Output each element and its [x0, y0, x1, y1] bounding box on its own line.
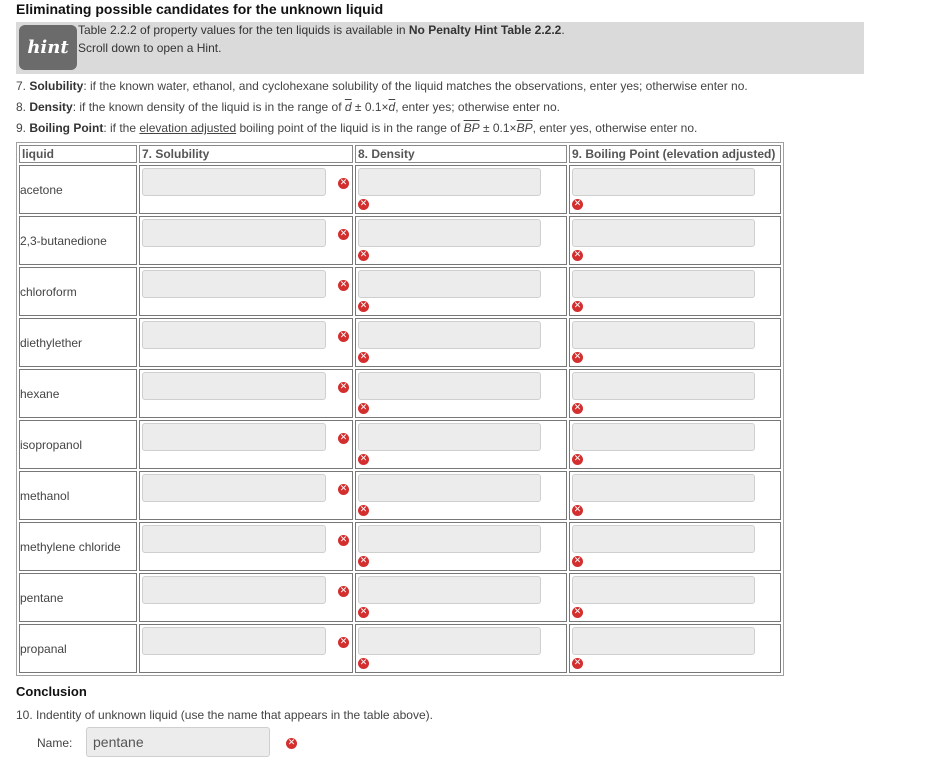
q7-text: : if the known water, ethanol, and cyclohexane solubility of the liquid matches the observations, enter yes; otherwise enter no. — [83, 79, 748, 93]
table-row — [19, 573, 781, 622]
x-circle-icon: ✕ — [573, 403, 582, 413]
hint-text: Table 2.2.2 of property values for the ten liquids is available in — [78, 23, 409, 37]
q8-keyword: Density — [29, 100, 73, 114]
density-input[interactable] — [358, 321, 541, 349]
header-liquid: liquid — [19, 145, 137, 163]
solubility-input[interactable] — [142, 219, 326, 247]
solubility-input[interactable] — [142, 372, 326, 400]
solubility-cell — [139, 471, 353, 520]
density-input[interactable] — [358, 525, 541, 553]
x-circle-icon: ✕ — [339, 586, 348, 596]
boiling-point-cell — [569, 420, 781, 469]
boiling-point-input[interactable] — [572, 372, 755, 400]
hint-text-line2: Scroll down to open a Hint. — [78, 41, 222, 55]
density-input[interactable] — [358, 168, 541, 196]
hint-button[interactable]: hint — [19, 25, 77, 70]
density-input[interactable] — [358, 423, 541, 451]
boiling-point-cell — [569, 318, 781, 367]
x-circle-icon: ✕ — [573, 199, 582, 209]
density-cell — [355, 471, 567, 520]
solubility-input[interactable] — [142, 321, 326, 349]
instruction-solubility — [16, 79, 748, 93]
table-header-row — [19, 145, 781, 163]
density-cell — [355, 420, 567, 469]
q9-keyword: Boiling Point — [29, 121, 104, 135]
x-circle-icon: ✕ — [359, 607, 368, 617]
boiling-point-input[interactable] — [572, 525, 755, 553]
hint-text-end: . — [561, 23, 565, 37]
x-circle-icon: ✕ — [339, 382, 348, 392]
table-row — [19, 267, 781, 316]
name-label: Name: — [37, 736, 73, 750]
boiling-point-input[interactable] — [572, 219, 755, 247]
x-circle-icon: ✕ — [573, 454, 582, 464]
solubility-input[interactable] — [142, 627, 326, 655]
hint-text-line1 — [78, 23, 565, 37]
mean-bp-symbol: $\overline{BP}$ — [516, 121, 533, 135]
x-circle-icon: ✕ — [573, 607, 582, 617]
density-input[interactable] — [358, 627, 541, 655]
density-input[interactable] — [358, 219, 541, 247]
x-circle-icon: ✕ — [573, 352, 582, 362]
x-circle-icon: ✕ — [339, 535, 348, 545]
density-input[interactable] — [358, 372, 541, 400]
x-circle-icon: ✕ — [359, 403, 368, 413]
liquid-name: diethylether — [19, 318, 137, 367]
x-circle-icon: ✕ — [359, 301, 368, 311]
table-row — [19, 165, 781, 214]
q8-text: , enter yes; otherwise enter no. — [395, 100, 560, 114]
table-row — [19, 216, 781, 265]
density-cell — [355, 267, 567, 316]
solubility-input[interactable] — [142, 270, 326, 298]
q9-text: boiling point of the liquid is in the range of — [236, 121, 464, 135]
x-circle-icon: ✕ — [573, 301, 582, 311]
x-circle-icon: ✕ — [573, 250, 582, 260]
boiling-point-input[interactable] — [572, 168, 755, 196]
density-cell — [355, 522, 567, 571]
solubility-cell — [139, 165, 353, 214]
solubility-cell — [139, 318, 353, 367]
boiling-point-input[interactable] — [572, 321, 755, 349]
page-title: Eliminating possible candidates for the unknown liquid — [16, 1, 384, 17]
boiling-point-cell — [569, 165, 781, 214]
boiling-point-input[interactable] — [572, 474, 755, 502]
solubility-input[interactable] — [142, 423, 326, 451]
x-circle-icon: ✕ — [287, 738, 296, 748]
instruction-boiling-point — [16, 121, 697, 135]
mean-bp-symbol: $\overline{BP}$ — [463, 121, 480, 135]
boiling-point-input[interactable] — [572, 270, 755, 298]
x-circle-icon: ✕ — [339, 637, 348, 647]
solubility-input[interactable] — [142, 474, 326, 502]
table-row — [19, 624, 781, 673]
x-circle-icon: ✕ — [359, 658, 368, 668]
table-row — [19, 420, 781, 469]
density-cell — [355, 165, 567, 214]
x-circle-icon: ✕ — [359, 352, 368, 362]
solubility-cell — [139, 573, 353, 622]
x-circle-icon: ✕ — [359, 454, 368, 464]
liquid-name: methanol — [19, 471, 137, 520]
solubility-cell — [139, 267, 353, 316]
boiling-point-input[interactable] — [572, 627, 755, 655]
liquid-name: methylene chloride — [19, 522, 137, 571]
q9-text: ± 0.1× — [479, 121, 517, 135]
table-row — [19, 471, 781, 520]
q8-number: 8. — [16, 100, 30, 114]
solubility-cell — [139, 420, 353, 469]
x-circle-icon: ✕ — [339, 433, 348, 443]
x-circle-icon: ✕ — [339, 331, 348, 341]
density-cell — [355, 216, 567, 265]
boiling-point-cell — [569, 522, 781, 571]
liquid-name: propanal — [19, 624, 137, 673]
solubility-cell — [139, 522, 353, 571]
boiling-point-input[interactable] — [572, 576, 755, 604]
boiling-point-input[interactable] — [572, 423, 755, 451]
liquid-name: chloroform — [19, 267, 137, 316]
x-circle-icon: ✕ — [573, 556, 582, 566]
x-circle-icon: ✕ — [573, 505, 582, 515]
x-circle-icon: ✕ — [339, 178, 348, 188]
liquid-name: acetone — [19, 165, 137, 214]
mean-density-symbol: $\overline{d}$ — [388, 100, 396, 114]
boiling-point-cell — [569, 471, 781, 520]
x-circle-icon: ✕ — [339, 484, 348, 494]
header-density: 8. Density — [355, 145, 567, 163]
boiling-point-cell — [569, 216, 781, 265]
density-input[interactable] — [358, 576, 541, 604]
q9-text: , enter yes, otherwise enter no. — [532, 121, 698, 135]
header-solubility: 7. Solubility — [139, 145, 353, 163]
mean-density-symbol: $\overline{d}$ — [344, 100, 352, 114]
conclusion-title: Conclusion — [16, 684, 87, 699]
table-row — [19, 522, 781, 571]
solubility-cell — [139, 369, 353, 418]
q8-text: : if the known density of the liquid is in the range of — [72, 100, 345, 114]
solubility-input[interactable] — [142, 168, 326, 196]
question-10: 10. Indentity of unknown liquid (use the name that appears in the table above). — [16, 708, 433, 722]
q7-number: 7. — [16, 79, 30, 93]
liquid-name: hexane — [19, 369, 137, 418]
solubility-cell — [139, 624, 353, 673]
name-input[interactable] — [86, 727, 270, 757]
density-cell — [355, 318, 567, 367]
table-row — [19, 318, 781, 367]
header-boiling-point: 9. Boiling Point (elevation adjusted) — [569, 145, 781, 163]
density-input[interactable] — [358, 474, 541, 502]
table-row — [19, 369, 781, 418]
density-input[interactable] — [358, 270, 541, 298]
instruction-density — [16, 100, 560, 114]
boiling-point-cell — [569, 267, 781, 316]
x-circle-icon: ✕ — [339, 229, 348, 239]
q9-text: : if the — [103, 121, 140, 135]
hint-panel — [16, 22, 864, 74]
density-cell — [355, 624, 567, 673]
solubility-cell — [139, 216, 353, 265]
elevation-adjusted-link[interactable]: elevation adjusted — [139, 121, 237, 135]
liquid-name: isopropanol — [19, 420, 137, 469]
q8-text: ± 0.1× — [351, 100, 389, 114]
boiling-point-cell — [569, 624, 781, 673]
x-circle-icon: ✕ — [339, 280, 348, 290]
x-circle-icon: ✕ — [359, 250, 368, 260]
x-circle-icon: ✕ — [359, 505, 368, 515]
q7-keyword: Solubility — [29, 79, 84, 93]
density-cell — [355, 573, 567, 622]
q9-number: 9. — [16, 121, 30, 135]
hint-table-link: No Penalty Hint Table 2.2.2 — [408, 23, 562, 37]
solubility-input[interactable] — [142, 576, 326, 604]
x-circle-icon: ✕ — [573, 658, 582, 668]
x-circle-icon: ✕ — [359, 199, 368, 209]
x-circle-icon: ✕ — [359, 556, 368, 566]
density-cell — [355, 369, 567, 418]
liquid-name: pentane — [19, 573, 137, 622]
candidates-table — [16, 142, 784, 676]
solubility-input[interactable] — [142, 525, 326, 553]
boiling-point-cell — [569, 573, 781, 622]
boiling-point-cell — [569, 369, 781, 418]
liquid-name: 2,3-butanedione — [19, 216, 137, 265]
